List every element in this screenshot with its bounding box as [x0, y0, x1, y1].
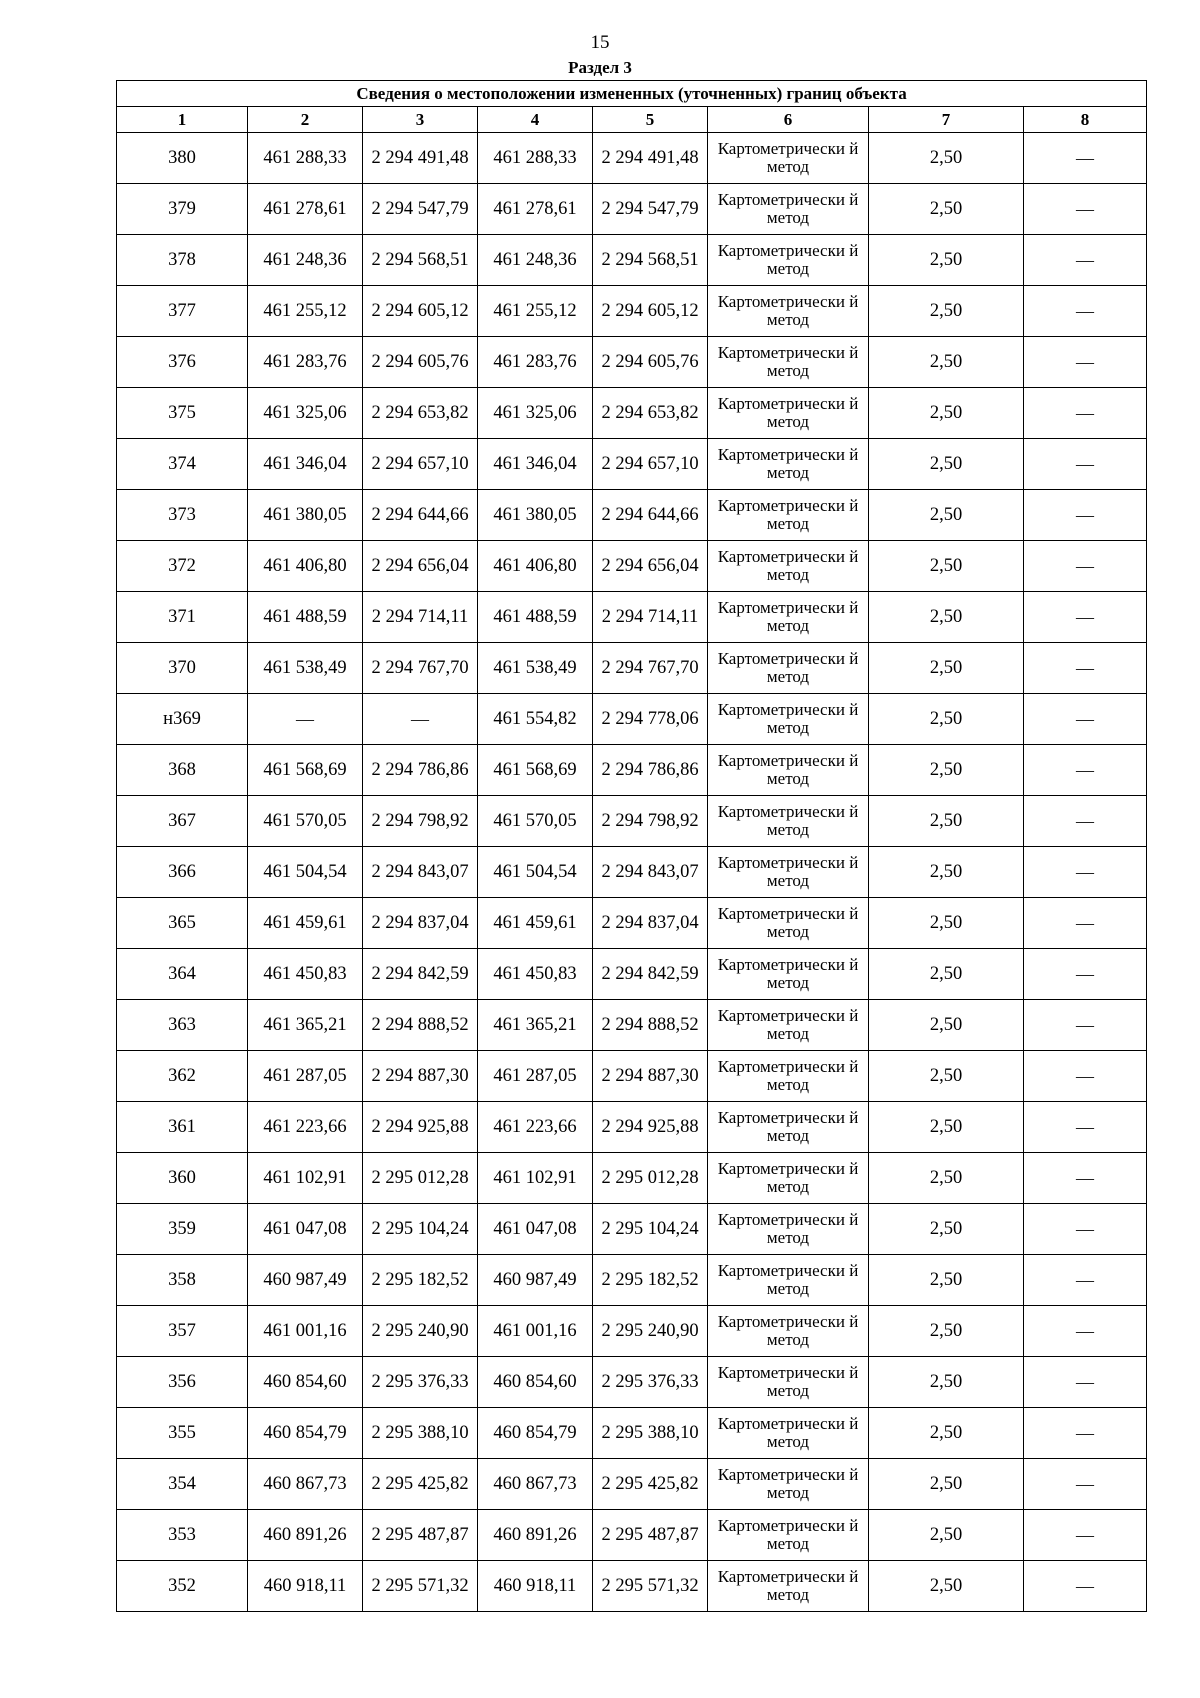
cell-new-y: 2 295 240,90	[593, 1306, 708, 1357]
cell-method: Картометрически й метод	[708, 235, 869, 286]
cell-point-number: 370	[117, 643, 248, 694]
cell-method: Картометрически й метод	[708, 1306, 869, 1357]
table-body	[117, 133, 1147, 1612]
cell-description: —	[1024, 643, 1147, 694]
cell-precision: 2,50	[869, 1357, 1024, 1408]
cell-precision: 2,50	[869, 694, 1024, 745]
cell-precision: 2,50	[869, 337, 1024, 388]
cell-old-x: 461 450,83	[248, 949, 363, 1000]
column-number: 7	[869, 107, 1024, 133]
cell-description: —	[1024, 796, 1147, 847]
cell-new-y: 2 295 182,52	[593, 1255, 708, 1306]
cell-description: —	[1024, 592, 1147, 643]
cell-old-y: 2 294 656,04	[363, 541, 478, 592]
cell-description: —	[1024, 847, 1147, 898]
cell-old-y: 2 294 786,86	[363, 745, 478, 796]
cell-new-y: 2 294 714,11	[593, 592, 708, 643]
cell-precision: 2,50	[869, 745, 1024, 796]
cell-precision: 2,50	[869, 439, 1024, 490]
cell-point-number: 360	[117, 1153, 248, 1204]
cell-new-y: 2 295 425,82	[593, 1459, 708, 1510]
cell-method: Картометрически й метод	[708, 388, 869, 439]
cell-old-x: 461 346,04	[248, 439, 363, 490]
cell-point-number: 376	[117, 337, 248, 388]
cell-old-x: 461 287,05	[248, 1051, 363, 1102]
table-row	[117, 1204, 1147, 1255]
cell-description: —	[1024, 1000, 1147, 1051]
table-row	[117, 1357, 1147, 1408]
column-number: 8	[1024, 107, 1147, 133]
cell-new-x: 461 365,21	[478, 1000, 593, 1051]
cell-new-x: 460 854,60	[478, 1357, 593, 1408]
column-number: 6	[708, 107, 869, 133]
cell-point-number: 368	[117, 745, 248, 796]
cell-description: —	[1024, 1408, 1147, 1459]
cell-method: Картометрически й метод	[708, 1408, 869, 1459]
cell-precision: 2,50	[869, 184, 1024, 235]
cell-old-y: 2 294 568,51	[363, 235, 478, 286]
cell-old-y: 2 294 491,48	[363, 133, 478, 184]
cell-point-number: 359	[117, 1204, 248, 1255]
table-row	[117, 949, 1147, 1000]
cell-precision: 2,50	[869, 1306, 1024, 1357]
cell-description: —	[1024, 1357, 1147, 1408]
cell-new-y: 2 294 887,30	[593, 1051, 708, 1102]
table-row	[117, 1306, 1147, 1357]
table-row	[117, 337, 1147, 388]
cell-old-y: 2 295 182,52	[363, 1255, 478, 1306]
cell-point-number: 358	[117, 1255, 248, 1306]
cell-description: —	[1024, 1204, 1147, 1255]
cell-old-y: 2 294 657,10	[363, 439, 478, 490]
cell-description: —	[1024, 286, 1147, 337]
cell-new-y: 2 294 656,04	[593, 541, 708, 592]
cell-old-x: 461 488,59	[248, 592, 363, 643]
cell-new-y: 2 294 888,52	[593, 1000, 708, 1051]
cell-old-x: —	[248, 694, 363, 745]
cell-new-x: 461 102,91	[478, 1153, 593, 1204]
column-number: 2	[248, 107, 363, 133]
cell-precision: 2,50	[869, 235, 1024, 286]
cell-method: Картометрически й метод	[708, 898, 869, 949]
cell-description: —	[1024, 694, 1147, 745]
cell-new-x: 461 554,82	[478, 694, 593, 745]
cell-new-y: 2 295 376,33	[593, 1357, 708, 1408]
cell-old-x: 461 570,05	[248, 796, 363, 847]
table-row	[117, 898, 1147, 949]
cell-new-x: 461 346,04	[478, 439, 593, 490]
cell-old-x: 461 223,66	[248, 1102, 363, 1153]
cell-point-number: 352	[117, 1561, 248, 1612]
cell-method: Картометрически й метод	[708, 1561, 869, 1612]
cell-new-y: 2 294 568,51	[593, 235, 708, 286]
cell-description: —	[1024, 898, 1147, 949]
cell-new-x: 461 288,33	[478, 133, 593, 184]
cell-method: Картометрически й метод	[708, 337, 869, 388]
cell-new-x: 460 918,11	[478, 1561, 593, 1612]
cell-method: Картометрически й метод	[708, 1510, 869, 1561]
cell-method: Картометрически й метод	[708, 1051, 869, 1102]
cell-old-x: 461 102,91	[248, 1153, 363, 1204]
cell-method: Картометрически й метод	[708, 1153, 869, 1204]
cell-new-y: 2 294 843,07	[593, 847, 708, 898]
cell-precision: 2,50	[869, 1510, 1024, 1561]
table-row	[117, 541, 1147, 592]
cell-precision: 2,50	[869, 541, 1024, 592]
cell-new-y: 2 295 012,28	[593, 1153, 708, 1204]
table-row	[117, 745, 1147, 796]
cell-new-x: 461 406,80	[478, 541, 593, 592]
cell-new-y: 2 295 388,10	[593, 1408, 708, 1459]
cell-new-y: 2 294 798,92	[593, 796, 708, 847]
table-row	[117, 1102, 1147, 1153]
table-row	[117, 1408, 1147, 1459]
table-row	[117, 592, 1147, 643]
cell-old-x: 461 047,08	[248, 1204, 363, 1255]
cell-old-y: 2 294 843,07	[363, 847, 478, 898]
cell-old-x: 460 918,11	[248, 1561, 363, 1612]
cell-description: —	[1024, 1561, 1147, 1612]
cell-new-x: 461 570,05	[478, 796, 593, 847]
cell-point-number: 375	[117, 388, 248, 439]
cell-old-x: 460 854,60	[248, 1357, 363, 1408]
cell-precision: 2,50	[869, 133, 1024, 184]
column-number: 5	[593, 107, 708, 133]
table-row	[117, 133, 1147, 184]
cell-old-x: 461 380,05	[248, 490, 363, 541]
cell-old-y: 2 295 487,87	[363, 1510, 478, 1561]
cell-old-x: 461 288,33	[248, 133, 363, 184]
cell-method: Картометрически й метод	[708, 1459, 869, 1510]
cell-old-y: —	[363, 694, 478, 745]
cell-precision: 2,50	[869, 286, 1024, 337]
cell-old-y: 2 294 837,04	[363, 898, 478, 949]
cell-old-y: 2 294 888,52	[363, 1000, 478, 1051]
column-number-row	[117, 107, 1147, 133]
cell-new-x: 461 047,08	[478, 1204, 593, 1255]
cell-new-x: 460 891,26	[478, 1510, 593, 1561]
cell-point-number: 364	[117, 949, 248, 1000]
cell-new-x: 461 248,36	[478, 235, 593, 286]
table-row	[117, 796, 1147, 847]
cell-old-y: 2 295 240,90	[363, 1306, 478, 1357]
cell-new-y: 2 294 657,10	[593, 439, 708, 490]
cell-old-x: 461 278,61	[248, 184, 363, 235]
column-number: 4	[478, 107, 593, 133]
cell-old-y: 2 294 842,59	[363, 949, 478, 1000]
cell-precision: 2,50	[869, 1102, 1024, 1153]
table-row	[117, 235, 1147, 286]
cell-old-y: 2 294 605,12	[363, 286, 478, 337]
cell-point-number: 361	[117, 1102, 248, 1153]
cell-precision: 2,50	[869, 796, 1024, 847]
cell-point-number: 373	[117, 490, 248, 541]
cell-old-y: 2 295 104,24	[363, 1204, 478, 1255]
cell-precision: 2,50	[869, 1561, 1024, 1612]
cell-new-x: 461 568,69	[478, 745, 593, 796]
cell-method: Картометрически й метод	[708, 949, 869, 1000]
cell-description: —	[1024, 184, 1147, 235]
cell-method: Картометрически й метод	[708, 643, 869, 694]
table-row	[117, 439, 1147, 490]
cell-new-x: 461 278,61	[478, 184, 593, 235]
cell-precision: 2,50	[869, 490, 1024, 541]
cell-old-x: 461 325,06	[248, 388, 363, 439]
cell-description: —	[1024, 1459, 1147, 1510]
cell-old-x: 460 987,49	[248, 1255, 363, 1306]
cell-old-x: 461 538,49	[248, 643, 363, 694]
cell-method: Картометрически й метод	[708, 1357, 869, 1408]
cell-point-number: 377	[117, 286, 248, 337]
cell-point-number: 357	[117, 1306, 248, 1357]
boundary-coordinates-table	[116, 80, 1147, 1612]
cell-new-y: 2 294 925,88	[593, 1102, 708, 1153]
cell-new-y: 2 295 571,32	[593, 1561, 708, 1612]
table-row	[117, 1561, 1147, 1612]
cell-method: Картометрически й метод	[708, 1255, 869, 1306]
cell-new-x: 461 287,05	[478, 1051, 593, 1102]
cell-new-y: 2 294 644,66	[593, 490, 708, 541]
cell-description: —	[1024, 133, 1147, 184]
cell-old-y: 2 295 376,33	[363, 1357, 478, 1408]
cell-old-x: 461 001,16	[248, 1306, 363, 1357]
cell-precision: 2,50	[869, 1204, 1024, 1255]
table-row	[117, 1255, 1147, 1306]
table-row	[117, 1510, 1147, 1561]
cell-new-x: 461 325,06	[478, 388, 593, 439]
cell-method: Картометрически й метод	[708, 1000, 869, 1051]
cell-new-x: 460 854,79	[478, 1408, 593, 1459]
cell-point-number: 354	[117, 1459, 248, 1510]
cell-new-y: 2 294 653,82	[593, 388, 708, 439]
cell-description: —	[1024, 1306, 1147, 1357]
cell-method: Картометрически й метод	[708, 541, 869, 592]
cell-method: Картометрически й метод	[708, 184, 869, 235]
cell-precision: 2,50	[869, 1459, 1024, 1510]
cell-description: —	[1024, 388, 1147, 439]
cell-point-number: 366	[117, 847, 248, 898]
cell-new-x: 461 488,59	[478, 592, 593, 643]
table-row	[117, 643, 1147, 694]
table-caption: Сведения о местоположении измененных (уточненных) границ объекта	[117, 81, 1147, 107]
cell-old-x: 461 283,76	[248, 337, 363, 388]
cell-new-x: 461 001,16	[478, 1306, 593, 1357]
cell-new-y: 2 294 491,48	[593, 133, 708, 184]
cell-old-y: 2 295 012,28	[363, 1153, 478, 1204]
cell-precision: 2,50	[869, 1051, 1024, 1102]
table-row	[117, 388, 1147, 439]
cell-precision: 2,50	[869, 1408, 1024, 1459]
cell-point-number: 379	[117, 184, 248, 235]
cell-old-y: 2 294 767,70	[363, 643, 478, 694]
cell-old-y: 2 295 425,82	[363, 1459, 478, 1510]
cell-old-x: 461 255,12	[248, 286, 363, 337]
cell-point-number: 374	[117, 439, 248, 490]
page-number: 15	[590, 32, 610, 53]
cell-point-number: 380	[117, 133, 248, 184]
cell-new-y: 2 294 767,70	[593, 643, 708, 694]
cell-old-x: 461 365,21	[248, 1000, 363, 1051]
cell-old-y: 2 294 925,88	[363, 1102, 478, 1153]
table-caption-row	[117, 81, 1147, 107]
cell-description: —	[1024, 949, 1147, 1000]
cell-new-x: 461 504,54	[478, 847, 593, 898]
cell-old-y: 2 294 714,11	[363, 592, 478, 643]
cell-new-x: 460 867,73	[478, 1459, 593, 1510]
cell-method: Картометрически й метод	[708, 745, 869, 796]
cell-old-y: 2 294 887,30	[363, 1051, 478, 1102]
cell-description: —	[1024, 439, 1147, 490]
cell-point-number: 355	[117, 1408, 248, 1459]
cell-old-x: 461 459,61	[248, 898, 363, 949]
cell-precision: 2,50	[869, 1000, 1024, 1051]
cell-new-x: 461 450,83	[478, 949, 593, 1000]
cell-method: Картометрически й метод	[708, 694, 869, 745]
column-number: 3	[363, 107, 478, 133]
cell-method: Картометрически й метод	[708, 1204, 869, 1255]
cell-point-number: 365	[117, 898, 248, 949]
cell-description: —	[1024, 490, 1147, 541]
cell-method: Картометрически й метод	[708, 490, 869, 541]
cell-point-number: 378	[117, 235, 248, 286]
cell-new-x: 461 223,66	[478, 1102, 593, 1153]
cell-new-y: 2 294 778,06	[593, 694, 708, 745]
cell-method: Картометрически й метод	[708, 796, 869, 847]
table-row	[117, 847, 1147, 898]
cell-old-x: 460 854,79	[248, 1408, 363, 1459]
cell-method: Картометрически й метод	[708, 847, 869, 898]
cell-precision: 2,50	[869, 388, 1024, 439]
cell-method: Картометрически й метод	[708, 439, 869, 490]
column-number: 1	[117, 107, 248, 133]
cell-precision: 2,50	[869, 1153, 1024, 1204]
cell-description: —	[1024, 1255, 1147, 1306]
cell-new-x: 461 459,61	[478, 898, 593, 949]
cell-new-y: 2 295 104,24	[593, 1204, 708, 1255]
cell-new-y: 2 295 487,87	[593, 1510, 708, 1561]
cell-point-number: н369	[117, 694, 248, 745]
cell-method: Картометрически й метод	[708, 592, 869, 643]
cell-new-y: 2 294 842,59	[593, 949, 708, 1000]
cell-precision: 2,50	[869, 643, 1024, 694]
cell-new-x: 461 283,76	[478, 337, 593, 388]
cell-point-number: 353	[117, 1510, 248, 1561]
table-row	[117, 286, 1147, 337]
cell-old-y: 2 294 547,79	[363, 184, 478, 235]
cell-old-y: 2 294 798,92	[363, 796, 478, 847]
cell-description: —	[1024, 235, 1147, 286]
cell-method: Картометрически й метод	[708, 133, 869, 184]
cell-method: Картометрически й метод	[708, 1102, 869, 1153]
cell-new-y: 2 294 605,76	[593, 337, 708, 388]
cell-point-number: 372	[117, 541, 248, 592]
cell-old-y: 2 295 388,10	[363, 1408, 478, 1459]
cell-point-number: 363	[117, 1000, 248, 1051]
cell-point-number: 371	[117, 592, 248, 643]
cell-new-x: 461 380,05	[478, 490, 593, 541]
cell-old-x: 461 568,69	[248, 745, 363, 796]
cell-new-x: 460 987,49	[478, 1255, 593, 1306]
cell-precision: 2,50	[869, 592, 1024, 643]
cell-new-y: 2 294 547,79	[593, 184, 708, 235]
cell-new-y: 2 294 837,04	[593, 898, 708, 949]
cell-description: —	[1024, 541, 1147, 592]
section-label: Раздел 3	[568, 58, 632, 77]
cell-old-y: 2 294 653,82	[363, 388, 478, 439]
table-row	[117, 1153, 1147, 1204]
cell-method: Картометрически й метод	[708, 286, 869, 337]
cell-old-x: 461 406,80	[248, 541, 363, 592]
cell-old-x: 461 248,36	[248, 235, 363, 286]
cell-description: —	[1024, 337, 1147, 388]
table-row	[117, 1051, 1147, 1102]
cell-old-x: 460 891,26	[248, 1510, 363, 1561]
cell-description: —	[1024, 1510, 1147, 1561]
cell-new-y: 2 294 605,12	[593, 286, 708, 337]
cell-point-number: 362	[117, 1051, 248, 1102]
cell-old-y: 2 294 605,76	[363, 337, 478, 388]
table-row	[117, 1000, 1147, 1051]
cell-point-number: 367	[117, 796, 248, 847]
table-row	[117, 184, 1147, 235]
cell-old-y: 2 295 571,32	[363, 1561, 478, 1612]
cell-precision: 2,50	[869, 898, 1024, 949]
cell-precision: 2,50	[869, 1255, 1024, 1306]
cell-description: —	[1024, 1102, 1147, 1153]
table-row	[117, 490, 1147, 541]
cell-point-number: 356	[117, 1357, 248, 1408]
cell-old-x: 460 867,73	[248, 1459, 363, 1510]
cell-description: —	[1024, 1051, 1147, 1102]
cell-precision: 2,50	[869, 949, 1024, 1000]
cell-description: —	[1024, 1153, 1147, 1204]
table-row	[117, 1459, 1147, 1510]
cell-description: —	[1024, 745, 1147, 796]
table-row	[117, 694, 1147, 745]
cell-new-y: 2 294 786,86	[593, 745, 708, 796]
cell-old-y: 2 294 644,66	[363, 490, 478, 541]
cell-new-x: 461 255,12	[478, 286, 593, 337]
cell-new-x: 461 538,49	[478, 643, 593, 694]
cell-precision: 2,50	[869, 847, 1024, 898]
cell-old-x: 461 504,54	[248, 847, 363, 898]
